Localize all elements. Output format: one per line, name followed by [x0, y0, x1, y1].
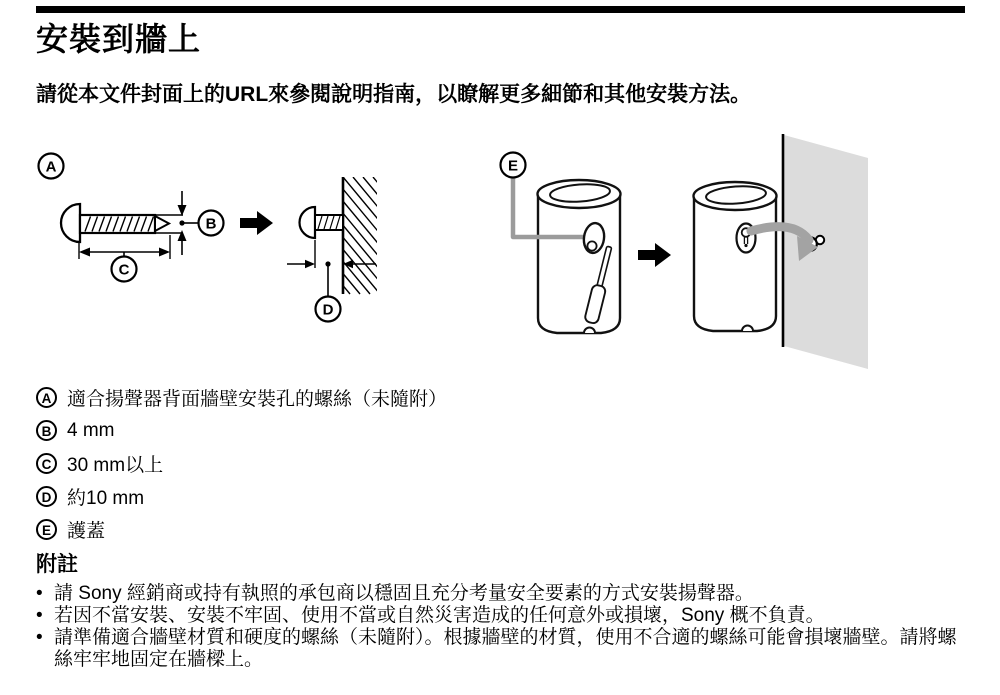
note-text: 請 Sony 經銷商或持有執照的承包商以穩固且充分考量安全要素的方式安裝揚聲器。 — [54, 583, 754, 604]
legend-list — [36, 381, 447, 546]
legend-text-e: 護蓋 — [67, 521, 106, 542]
legend-text-b: 4 mm — [67, 419, 115, 441]
mounted-screw-head — [300, 207, 316, 238]
legend-item-a — [36, 381, 447, 414]
arrow-right-icon — [638, 243, 671, 267]
legend-text-a: 適合揚聲器背面牆壁安裝孔的螺絲（未隨附） — [67, 389, 448, 410]
section-divider-bar — [36, 6, 965, 13]
bullet-marker: • — [36, 583, 43, 604]
arrow-right-icon — [240, 211, 273, 235]
note-text: 若因不當安裝、安裝不牢固、使用不當或自然災害造成的任何意外或損壞，Sony 概不負責。 — [54, 605, 825, 626]
notes-section — [36, 552, 962, 671]
page-title: 安裝到牆上 — [36, 21, 202, 57]
intro-text: 請從本文件封面上的URL來參閱說明指南，以瞭解更多細節和其他安裝方法。 — [36, 83, 752, 106]
bullet-marker: • — [36, 627, 43, 648]
legend-item-b — [36, 414, 447, 447]
legend-item-d — [36, 480, 447, 513]
label-c: C — [118, 261, 130, 279]
legend-badge-c: C — [36, 453, 57, 474]
dimension-c — [79, 235, 170, 259]
notes-bullet-list — [36, 583, 962, 671]
wall-panel — [784, 135, 868, 369]
legend-badge-a: A — [36, 387, 57, 408]
note-item — [36, 627, 962, 671]
screw-size-diagram — [39, 154, 224, 282]
speaker-bottom-notch — [584, 328, 595, 334]
label-b: B — [205, 215, 217, 233]
note-item — [36, 583, 962, 605]
label-a: A — [45, 158, 57, 176]
note-item — [36, 605, 962, 627]
legend-badge-d: D — [36, 486, 57, 507]
mounted-screw-shaft — [315, 215, 343, 230]
legend-badge-b: B — [36, 420, 57, 441]
screw-tip — [155, 216, 169, 231]
label-d: D — [322, 301, 334, 319]
speaker-mounting-illustration — [694, 134, 869, 369]
bullet-marker: • — [36, 605, 43, 626]
screw-head — [61, 204, 80, 242]
wall-hatching — [253, 177, 470, 294]
screw-in-wall-diagram — [253, 177, 470, 322]
note-text: 請準備適合牆壁材質和硬度的螺絲（未隨附）。根據牆壁的材質，使用不合適的螺絲可能會損壞牆壁。請將螺絲牢牢地固定在牆樑上。 — [54, 627, 957, 670]
label-e: E — [507, 157, 519, 175]
speaker-cover-removal-illustration — [501, 153, 621, 334]
legend-text-c: 30 mm以上 — [67, 455, 164, 476]
speaker-back-keyhole — [694, 182, 777, 331]
notes-header: 附註 — [36, 553, 78, 576]
legend-item-c — [36, 447, 447, 480]
dimension-b — [178, 191, 199, 255]
installation-diagram — [0, 128, 1000, 388]
legend-item-e — [36, 513, 447, 546]
legend-text-d: 約10 mm — [67, 488, 145, 509]
legend-badge-e: E — [36, 519, 57, 540]
